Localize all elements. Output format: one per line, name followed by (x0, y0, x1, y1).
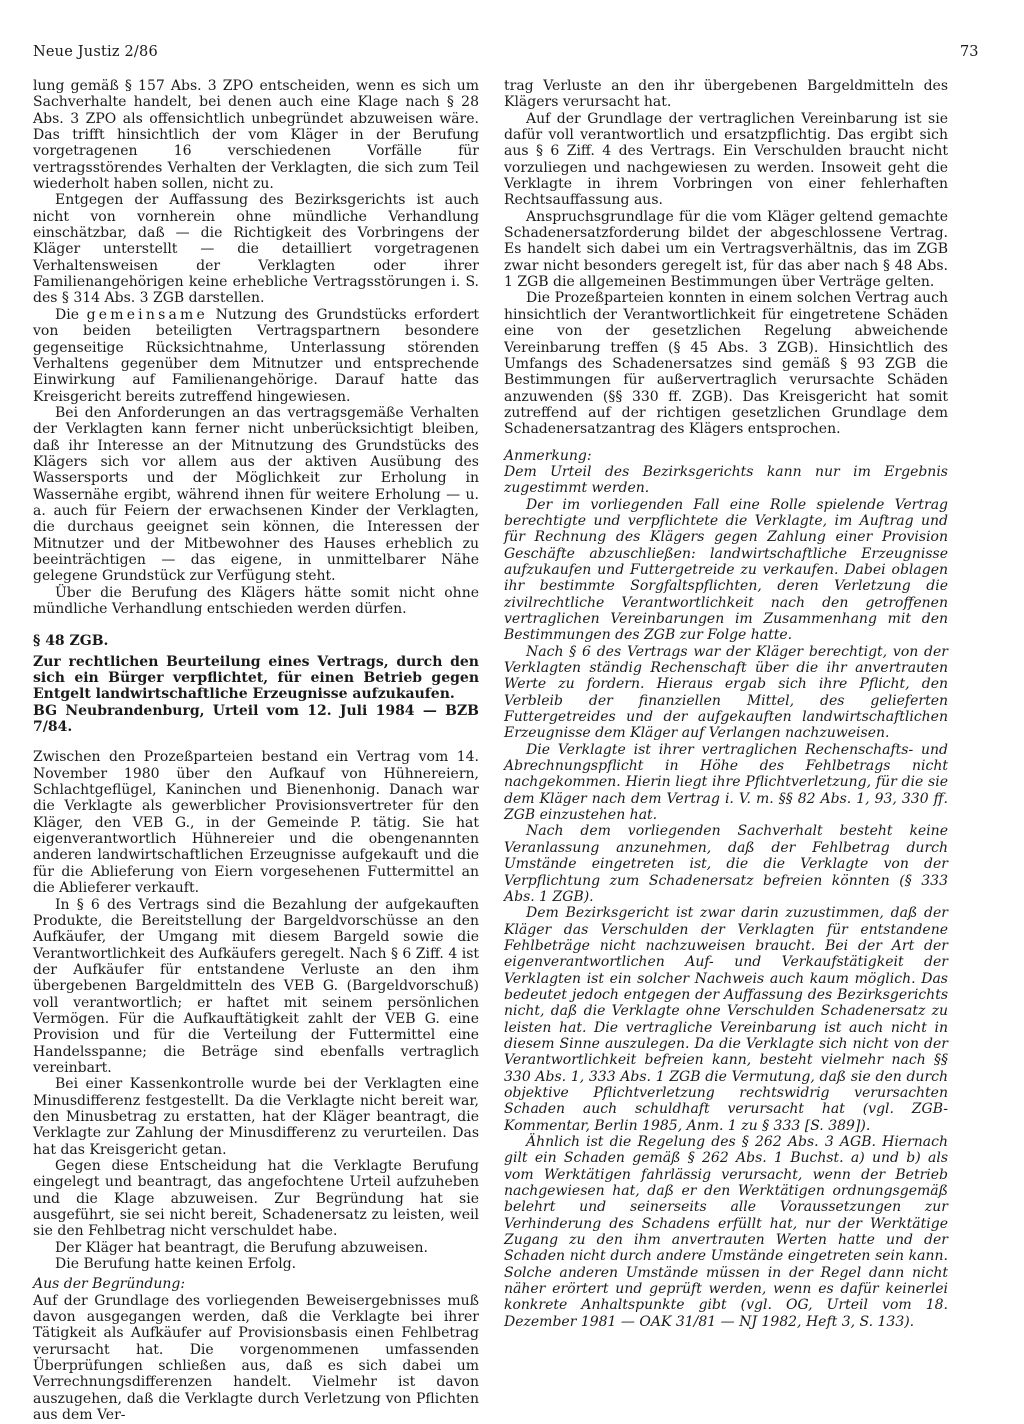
paragraph: Die Berufung hatte keinen Erfolg. (55, 1256, 297, 1273)
paragraph: Entgegen der Auffassung des Bezirksgerichts ist auch nicht von vornherein ohne mündliche Verhandlung einschätzbar, daß — die Richtigkeit des Vorbringens der Kläger unterstellt — die detailliert vorgetragenen Verhaltensweisen der Verklagten oder ihrer Familienangehörigen keine erhebliche Vertragsstörungen i. S. des § 314 Abs. 3 ZGB darstellen. (33, 192, 479, 307)
paragraph (33, 307, 479, 405)
paragraph: Gegen diese Entscheidung hat die Verklagte Berufung eingelegt und beantragt, das angefochtene Urteil aufzuheben und die Klage abzuweisen. Zur Begründung hat sie ausgeführt, sie sei nicht bereit, Schadenersatz zu leisten, weil sie den Fehlbetrag nicht verschuldet habe. (33, 1158, 479, 1240)
emphasized-word: gemeinsame (86, 306, 208, 323)
headnote: Zur rechtlichen Beurteilung eines Vertrags, durch den sich ein Bürger verpflichtet, für einen Betrieb gegen Entgelt landwirtschaftliche Erzeugnisse aufzukaufen. (33, 653, 479, 703)
law-reference: § 48 ZGB. (33, 633, 109, 650)
paragraph: Über die Berufung des Klägers hätte somit nicht ohne mündliche Verhandlung entschieden werden dürfen. (33, 584, 479, 617)
annotation-paragraph: Die Verklagte ist ihrer vertraglichen Rechenschafts- und Abrechnungspflicht in Höhe des Fehlbetrags nicht nachgekommen. Hierin liegt ihre Pflichtverletzung, für die sie dem Kläger nach dem Vertrag i. V. m. §§ 82 Abs. 1, 93, 330 ff. ZGB einzustehen hat. (504, 741, 948, 824)
page-number: 73 (960, 44, 979, 60)
right-column (504, 78, 948, 1330)
annotation-paragraph: Nach dem vorliegenden Sachverhalt besteht keine Veranlassung anzunehmen, daß der Fehlbetrag durch Umstände eingetreten ist, die die Verklagte von der Verpflichtung zum Schadenersatz befreien könnten (§ 333 Abs. 1 ZGB). (504, 823, 948, 905)
journal-title: Neue Justiz 2/86 (33, 44, 158, 60)
paragraph: lung gemäß § 157 Abs. 3 ZPO entscheiden, wenn es sich um Sachverhalte handelt, bei denen auch eine Klage nach § 28 Abs. 3 ZPO als offensichtlich unbegründet abzuweisen wäre. Das trifft hinsichtlich der vom Kläger in der Berufung vorgetragenen 16 verschiedenen Vorfälle für vertragsstörendes Verhalten der Verklagten, die sich zum Teil wiederholt haben sollen, nicht zu. (33, 78, 479, 193)
section-label: Aus der Begründung: (33, 1276, 186, 1293)
annotation-paragraph: Ähnlich ist die Regelung des § 262 Abs. 3 AGB. Hiernach gilt ein Schaden gemäß § 262 Abs. 1 Buchst. a) und b) als vom Werktätigen fahrlässig verursacht, wenn der Betrieb nachgewiesen hat, daß er den Werktätigen ordnungsgemäß belehrt und seinerseits alle Voraussetzungen zur Verhinderung des Schadens erfüllt hat, nur der Werktätige Zugang zu den ihm anvertrauten Werten hatte und der Schaden nicht durch andere Umstände eingetreten sein kann. Solche anderen Umstände müssen in der Regel dann nicht näher erörtert und geprüft werden, wenn es dafür keinerlei konkrete Anhaltspunkte gibt (vgl. OG, Urteil vom 18. Dezember 1981 — OAK 31/81 — NJ 1982, Heft 3, S. 133). (504, 1134, 948, 1330)
paragraph: Bei den Anforderungen an das vertragsgemäße Verhalten der Verklagten kann ferner nicht unberücksichtigt bleiben, daß ihr Interesse an der Mitnutzung des Grundstücks des Klägers sich vor allem aus der aktiven Ausübung des Wassersports und der Möglichkeit zur Erholung in Wassernähe ergibt, während ihnen für weitere Erholung — u. a. auch für Feiern der erwachsenen Kinder der Verklagten, die durchaus geeignet sein können, die Interessen der Mitnutzer und der Mitbewohner des Hauses erheblich zu beeinträchtigen — das eigene, in unmittelbarer Nähe gelegene Grundstück zur Verfügung steht. (33, 404, 479, 585)
section-label: Anmerkung: (504, 447, 592, 464)
paragraph: Anspruchsgrundlage für die vom Kläger geltend gemachte Schadenersatzforderung bildet der abgeschlossene Vertrag. Es handelt sich dabei um ein Vertragsverhältnis, das im ZGB zwar nicht besonders geregelt ist, für das aber nach § 48 Abs. 1 ZGB die allgemeinen Bestimmungen über Verträge gelten. (504, 208, 948, 291)
annotation-paragraph: Nach § 6 des Vertrags war der Kläger berechtigt, von der Verklagten ständig Rechenschaft über die ihr anvertrauten Werte zu fordern. Hieraus ergab sich ihre Pflicht, den Verbleib der finanziellen Mittel, des gelieferten Futtergetreides und der aufgekauften landwirtschaftlichen Erzeugnisse dem Kläger auf Verlangen nachzuweisen. (504, 643, 948, 742)
paragraph: Auf der Grundlage der vertraglichen Vereinbarung ist sie dafür voll verantwortlich und ersatzpflichtig. Das ergibt sich aus § 6 Ziff. 4 des Vertrags. Ein Verschulden braucht nicht vorzuliegen und nachgewiesen zu werden. Insoweit geht die Verklagte in ihrem Vorbringen von einer fehlerhaften Rechtsauffassung aus. (504, 110, 948, 209)
paragraph: Bei einer Kassenkontrolle wurde bei der Verklagten eine Minusdifferenz festgestellt. Da die Verklagte nicht bereit war, den Minusbetrag zu erstatten, hat der Kläger beantragt, die Verklagte zur Zahlung der Minusdifferenz zu verurteilen. Das hat das Kreisgericht getan. (33, 1076, 479, 1158)
annotation-paragraph: Dem Urteil des Bezirksgerichts kann nur im Ergebnis zugestimmt werden. (504, 463, 948, 497)
paragraph: Zwischen den Prozeßparteien bestand ein Vertrag vom 14. November 1980 über den Aufkauf von Hühnereiern, Schlachtgeflügel, Kaninchen und Bienenhonig. Danach war die Verklagte als gewerblicher Provisionsvertreter für den Kläger, den VEB G., in der Gemeinde P. tätig. Sie hat eigenverantwortlich Hühnereier und die obengenannten anderen landwirtschaftlichen Erzeugnisse aufgekauft und die für die Ablieferung von Eiern vorgesehenen Futtermittel an die Ablieferer verkauft. (33, 749, 479, 897)
paragraph: Die Prozeßparteien konnten in einem solchen Vertrag auch hinsichtlich der Verantwortlichkeit für eingetretene Schäden eine von der gesetzlichen Regelung abweichende Vereinbarung treffen (§ 45 Abs. 3 ZGB). Hinsichtlich des Umfangs des Schadenersatzes sind gemäß § 93 ZGB die Bestimmungen für außervertraglich verursachte Schäden anzuwenden (§§ 330 ff. ZGB). Das Kreisgericht hat somit zutreffend auf der richtigen gesetzlichen Grundlage dem Schadenersatzantrag des Klägers entsprochen. (504, 290, 948, 438)
paragraph: In § 6 des Vertrags sind die Bezahlung der aufgekauften Produkte, die Bereitstellung der Bargeldvorschüsse an den Aufkäufer, der Umgang mit diesem Bargeld sowie die Verantwortlichkeit des Aufkäufers geregelt. Nach § 6 Ziff. 4 ist der Aufkäufer für entstandene Verluste an den ihm übergebenen Bargeldmitteln des VEB G. (Bargeldvorschuß) voll verantwortlich; er haftet mit seinem persönlichen Vermögen. Für die Aufkauftätigkeit zahlt der VEB G. eine Provision und für die Verteilung der Futtermittel eine Handelsspanne; die Beträge sind ebenfalls vertraglich vereinbart. (33, 896, 479, 1076)
paragraph-lead: Die (55, 306, 79, 323)
court-citation: BG Neubrandenburg, Urteil vom 12. Juli 1984 — BZB 7/84. (33, 702, 479, 736)
annotation-paragraph: Der im vorliegenden Fall eine Rolle spielende Vertrag berechtigte und verpflichtete die Verklagte, im Auftrag und für Rechnung des Klägers gegen Zahlung einer Provision Geschäfte abzuschließen: landwirtschaftliche Erzeugnisse aufzukaufen und Futtergetreide zu verkaufen. Dabei oblagen ihr bestimmte Sorgfaltspflichten, deren Verletzung die zivilrechtliche Verantwortlichkeit nach den getroffenen vertraglichen Vereinbarungen im Zusammenhang mit den Bestimmungen des ZGB zur Folge hatte. (504, 496, 948, 644)
paragraph: Der Kläger hat beantragt, die Berufung abzuweisen. (55, 1239, 428, 1256)
paragraph: Auf der Grundlage des vorliegenden Beweisergebnisses muß davon ausgegangen werden, daß die Verklagte bei ihrer Tätigkeit als Aufkäufer auf Provisionsbasis einen Fehlbetrag verursacht hat. Die vorgenommenen umfassenden Überprüfungen schließen aus, daß es sich dabei um Verrechnungsdifferenzen handelt. Vielmehr ist davon auszugehen, daß die Verklagte durch Verletzung von Pflichten aus dem Ver- (33, 1292, 479, 1424)
paragraph: trag Verluste an den ihr übergebenen Bargeldmitteln des Klägers verursacht hat. (504, 78, 948, 111)
paragraph-rest: Nutzung des Grundstücks erfordert von beiden beteiligten Vertragspartnern besondere gegenseitige Rücksichtnahme, Unterlassung störenden Verhaltens gegenüber dem Mitnutzer und entsprechende Einwirkung auf Familienangehörige. Darauf hatte das Kreisgericht bereits zutreffend hingewiesen. (33, 306, 480, 405)
annotation-paragraph: Dem Bezirksgericht ist zwar darin zuzustimmen, daß der Kläger das Verschulden der Verklagten für entstandene Fehlbeträge nicht nachzuweisen braucht. Bei der Art der eigenverantwortlichen Auf- und Verkaufstätigkeit der Verklagten ist ein solcher Nachweis auch kaum möglich. Das bedeutet jedoch entgegen der Auffassung des Bezirksgerichts nicht, daß die Verklagte ohne Verschulden Schadenersatz zu leisten hat. Die vertragliche Vereinbarung ist auch nicht in diesem Sinne auszulegen. Da die Verklagte sich nicht von der Verantwortlichkeit befreien kann, besteht vielmehr nach §§ 330 Abs. 1, 333 Abs. 1 ZGB die Vermutung, daß sie den durch objektive Pflichtverletzung rechtswidrig verursachten Schaden auch schuldhaft verursacht hat (vgl. ZGB-Kommentar, Berlin 1985, Anm. 1 zu § 333 [S. 389]). (504, 905, 948, 1134)
left-column (33, 78, 479, 1424)
